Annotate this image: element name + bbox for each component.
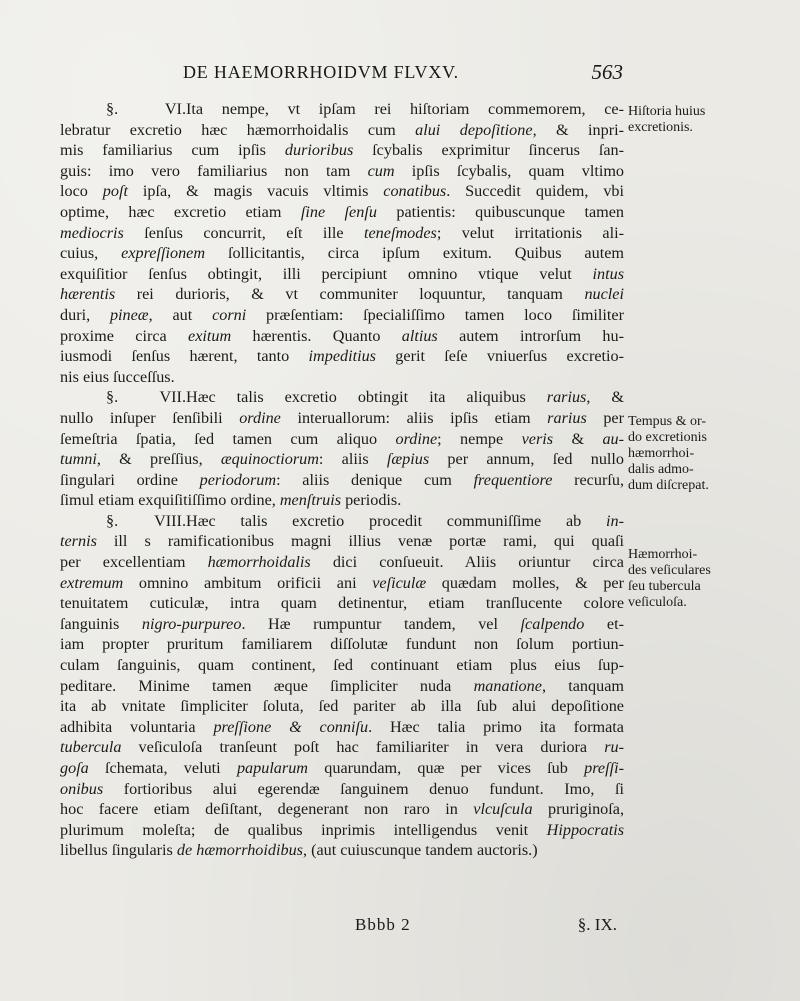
text-run: hærentis. Quanto — [231, 326, 402, 345]
text-line — [60, 161, 624, 182]
signature-mark: Bbbb 2 — [355, 915, 411, 934]
text-line — [60, 346, 624, 367]
italic-text: exitum — [188, 326, 232, 345]
text-run: , & — [586, 388, 625, 407]
text-line — [60, 367, 624, 388]
text-run: peditare. Minime tamen æque ſimpliciter nuda — [60, 676, 474, 695]
text-line — [60, 429, 624, 450]
text-run: : aliis — [318, 450, 387, 469]
text-line — [60, 264, 624, 285]
margin-note-historia — [628, 104, 788, 136]
italic-text: ordine — [395, 429, 438, 448]
text-line — [60, 490, 624, 511]
margin-note-line: Hæmorrhoi- — [628, 547, 698, 562]
italic-text: nigro-purpureo — [141, 614, 242, 633]
text-run: . Hæ rumpuntur tandem, vel — [241, 614, 521, 633]
italic-text: menſtruis — [279, 491, 342, 510]
text-run: ipſis ſcybalis, quam vltimo — [394, 161, 625, 180]
text-run: . Succedit quidem, vbi — [446, 182, 625, 201]
text-line — [60, 552, 624, 573]
text-line — [60, 676, 624, 697]
italic-text: ternis — [60, 532, 97, 551]
text-run: præſentiam: ſpecialiſſimo tamen loco ſimiliter — [246, 305, 624, 324]
italic-text: conatibus — [383, 182, 447, 201]
section-6 — [60, 99, 624, 387]
section-number: §. VIII. — [106, 511, 186, 530]
text-run: recurſu, — [552, 470, 624, 489]
text-run: ; nempe — [437, 429, 522, 448]
italic-text: ſcalpendo — [520, 614, 585, 633]
text-line — [60, 593, 624, 614]
text-run: ſcybalis exprimitur ſincerus ſan- — [353, 141, 624, 160]
italic-text: onibus — [60, 779, 104, 798]
margin-note-line: dalis admo- — [628, 462, 694, 477]
italic-text: preſſi- — [584, 759, 624, 777]
text-run: ill s ramificationibus magni illius venæ portæ rami, qui quaſi — [96, 532, 624, 551]
text-run: ſollicitantis, circa ipſum exitum. Quibus autem — [205, 244, 624, 263]
text-line — [60, 326, 624, 347]
text-run: ſenſus concurrit, eſt ille — [123, 223, 364, 242]
text-run: pruriginoſa, — [532, 800, 624, 819]
margin-note-line: do excretionis — [628, 430, 707, 445]
italic-text: corni — [212, 305, 247, 324]
italic-text: alui depoſitione — [415, 120, 533, 139]
text-run: duri, — [60, 305, 110, 324]
text-run: , & preſſius, — [96, 450, 221, 469]
text-run: rei durioris, & vt communiter loquuntur, tanquam — [115, 285, 585, 304]
text-run: veſiculoſa tranſeunt poſt hac familiariter in vera duriora — [121, 738, 605, 757]
text-run: iusmodi ſenſus hærent, tanto — [60, 347, 309, 366]
text-run: nis eius ſucceſſus. — [60, 367, 175, 386]
italic-text: tubercula — [60, 738, 122, 757]
italic-text: preſſione & conniſu — [213, 717, 369, 736]
text-run: gerit ſeſe vniuerſus excretio- — [375, 347, 624, 366]
text-line — [60, 511, 624, 532]
text-run: exquiſitior ſenſus obtingit, illi percipiunt omnino vtique velut — [60, 264, 593, 283]
text-run: mis familiarius cum ipſis — [60, 141, 285, 160]
italic-text: au- — [602, 429, 625, 448]
italic-text: extremum — [60, 573, 124, 592]
italic-text: poſt — [102, 182, 128, 201]
text-run: proxime circa — [60, 326, 189, 345]
italic-text: nuclei — [584, 285, 624, 304]
italic-text: expreſſionem — [121, 244, 206, 263]
text-line — [60, 840, 624, 861]
text-run: guis: imo vero familiarius non tam — [60, 161, 368, 180]
text-line — [60, 779, 624, 800]
text-line — [60, 140, 624, 161]
italic-text: impeditius — [308, 347, 376, 366]
text-run: & — [553, 429, 603, 448]
running-title: DE HAEMORRHOIDVM FLVXV. — [183, 62, 459, 82]
text-line — [60, 181, 624, 202]
italic-text: veſiculæ — [372, 573, 427, 592]
text-run: ſchemata, veluti — [88, 759, 237, 777]
text-line — [60, 531, 624, 552]
italic-text: æquinoctiorum — [220, 450, 319, 469]
italic-text: de hæmorrhoidibus — [176, 841, 303, 860]
text-run: loco — [60, 182, 103, 201]
text-line — [60, 820, 624, 841]
text-line — [60, 99, 624, 120]
text-line — [60, 223, 624, 244]
italic-text: rarius — [547, 408, 587, 427]
page-header — [183, 62, 623, 92]
section-number: §. VI. — [106, 100, 186, 118]
page-footer — [355, 915, 617, 939]
text-run: ; velut irritationis ali- — [436, 223, 624, 242]
text-run: nullo inſuper ſenſibili — [60, 408, 240, 427]
text-run: , & inpri- — [532, 120, 624, 139]
text-line — [60, 284, 624, 305]
italic-text: ordine — [239, 408, 281, 427]
text-run: adhibita voluntaria — [60, 717, 214, 736]
margin-note-vesiculares — [628, 547, 788, 611]
italic-text: intus — [592, 264, 624, 283]
text-line — [60, 202, 624, 223]
text-run: iam propter pruritum familiarem diſſolutæ fundunt non ſolum portiun- — [60, 635, 624, 654]
text-run: fortioribus alui egerendæ ſanguinem denuo fundunt. Imo, ſi — [103, 779, 624, 798]
text-run: ſingulari ordine — [60, 470, 200, 489]
text-line — [60, 717, 624, 738]
italic-text: goſa — [60, 759, 89, 777]
catchword: §. IX. — [577, 915, 617, 934]
text-run: tenuitatem cuticulæ, intra quam detinentur, etiam tranſlucente colore — [60, 594, 624, 613]
text-run: . Hæc talia primo ita formata — [368, 717, 624, 736]
text-run: ſimul etiam exquiſitiſſimo ordine, — [60, 491, 280, 510]
main-text-block — [60, 99, 624, 861]
text-run: Hæc talis excretio procedit communiſſime ab — [186, 511, 607, 530]
section-7 — [60, 387, 624, 511]
text-line — [60, 387, 624, 408]
italic-text: hærentis — [60, 285, 116, 304]
italic-text: cum — [367, 161, 395, 180]
text-line — [60, 243, 624, 264]
margin-note-line: veſiculoſa. — [628, 595, 687, 610]
text-line — [60, 758, 624, 779]
margin-note-line: des veſiculares — [628, 563, 711, 578]
text-run: interuallorum: aliis ipſis etiam — [280, 408, 548, 427]
italic-text: altius — [401, 326, 438, 345]
margin-note-line: ſeu tubercula — [628, 579, 701, 594]
text-line — [60, 573, 624, 594]
italic-text: papularum — [236, 759, 308, 777]
text-run: , tanquam — [541, 676, 624, 695]
text-run: , (aut cuiuscunque tandem auctoris.) — [302, 841, 538, 860]
italic-text: durioribus — [284, 141, 354, 160]
text-run: quædam molles, & per — [426, 573, 624, 592]
text-line — [60, 634, 624, 655]
italic-text: veris — [521, 429, 554, 448]
text-line — [60, 799, 624, 820]
text-run: per annum, ſed nullo — [429, 450, 624, 469]
italic-text: periodorum — [199, 470, 277, 489]
text-run: hoc facere etiam deſiſtant, degenerant non raro in — [60, 800, 474, 819]
text-run: quarundam, quæ per vices ſub — [308, 759, 585, 777]
section-8 — [60, 511, 624, 861]
section-number: §. VII. — [106, 388, 186, 407]
italic-text: ru- — [604, 738, 624, 757]
text-run: culam ſanguinis, quam continent, ſed continuant etiam plus eius ſup- — [60, 656, 624, 675]
text-run: ſemeſtria ſpatia, ſed tamen cum aliquo — [60, 429, 396, 448]
text-run: per — [586, 408, 625, 427]
italic-text: tumni — [60, 450, 97, 469]
margin-note-line: dum diſcrepat. — [628, 478, 709, 493]
text-line — [60, 408, 624, 429]
text-run: cuius, — [60, 244, 122, 263]
italic-text: in- — [606, 511, 624, 530]
text-line — [60, 655, 624, 676]
page-number: 563 — [591, 60, 623, 84]
text-run: autem introrſum hu- — [437, 326, 624, 345]
italic-text: ſæpius — [386, 450, 430, 469]
text-run: ita ab vnitate ſimpliciter ſoluta, ſed pariter ab illa ſub alui depoſitione — [60, 697, 624, 716]
text-line — [60, 737, 624, 758]
text-line — [60, 120, 624, 141]
margin-note-line: hæmorrhoi- — [628, 446, 695, 461]
margin-note-line: excretionis. — [628, 120, 693, 135]
text-line — [60, 696, 624, 717]
text-line — [60, 614, 624, 635]
text-run: optime, hæc excretio etiam — [60, 202, 301, 221]
text-run: ipſa, & magis vacuis vltimis — [127, 182, 384, 201]
text-run: Hæc talis excretio obtingit ita aliquibus — [186, 388, 547, 407]
text-run: patientis: quibuscunque tamen — [376, 202, 624, 221]
italic-text: Hippocratis — [546, 820, 624, 839]
text-run: et- — [584, 614, 624, 633]
text-run: omnino ambitum orificii ani — [123, 573, 373, 592]
text-run: libellus ſingularis — [60, 841, 177, 860]
margin-note-tempus — [628, 414, 788, 494]
italic-text: manatione — [473, 676, 542, 695]
italic-text: frequentiore — [473, 470, 553, 489]
text-run: periodis. — [341, 491, 402, 510]
text-run: , aut — [148, 305, 213, 324]
text-run: dici conſueuit. Aliis oriuntur circa — [310, 553, 624, 572]
text-line — [60, 449, 624, 470]
italic-text: ſine ſenſu — [300, 202, 377, 221]
text-line — [60, 470, 624, 491]
text-line — [60, 305, 624, 326]
italic-text: vlcuſcula — [473, 800, 533, 819]
italic-text: teneſmodes — [364, 223, 437, 242]
margin-note-line: Hiſtoria huius — [628, 104, 706, 119]
text-run: plurimum moleſta; de qualibus inprimis intelligendus venit — [60, 820, 547, 839]
text-run: lebratur excretio hæc hæmorrhoidalis cum — [60, 120, 416, 139]
italic-text: hæmorrhoidalis — [207, 553, 311, 572]
text-run: Ita nempe, vt ipſam rei hiſtoriam commemorem, ce- — [186, 100, 624, 118]
margin-note-line: Tempus & or- — [628, 414, 707, 429]
italic-text: mediocris — [60, 223, 124, 242]
text-run: per excellentiam — [60, 553, 208, 572]
text-run: ſanguinis — [60, 614, 142, 633]
italic-text: pineæ — [109, 305, 149, 324]
italic-text: rarius — [546, 388, 587, 407]
text-run: : aliis denique cum — [276, 470, 474, 489]
